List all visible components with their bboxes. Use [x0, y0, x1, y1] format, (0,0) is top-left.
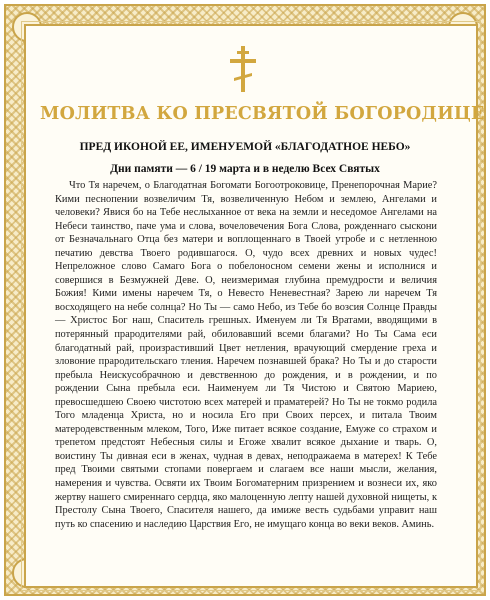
prayer-title: МОЛИТВА КО ПРЕСВЯТОЙ БОГОРОДИЦЕ: [40, 104, 485, 124]
memory-days: Дни памяти — 6 / 19 марта и в неделю Всех Святых: [110, 163, 380, 175]
prayer-subtitle: ПРЕД ИКОНОЙ ЕЕ, ИМЕНУЕМОЙ «БЛАГОДАТНОЕ НЕБО»: [79, 141, 411, 153]
orthodox-cross-icon: [229, 46, 257, 92]
prayer-text: Что Тя наречем, о Благодатная Богомати Богоотроковице, Пренепорочная Марие? Кими песнопении возвеличим Тя, возвеличенную Небом и землею, Ангелами и человеки? Явися бо на Тебе неслыханное от века на земли и неседомое Ангелами на Небеси таинство, паче ума и слова, вочеловечения Бога Слова, рожденнаго сыскони от Безначальнаго Отца без матери и воплощеннаго в Твоей утробе и с нетленною печатию девства Твоего родившагося. О, чудо всех древних и новых чудес! Непреложное слово Самаго Бога о побелоносном семени жены и исполнися и совершися в Безмужней Деве. О, неизмеримая глубина премудрости и величия Божия! Кими имены наречем Тя, о Невесто Неневестная? Зарею ли наречем Тя восходящего на небе солнца? Но Ты — само Небо, из Тебе бо возсия Солнце Правды — Христос Бог наш, Спаситель грешных. Именуем ли Тя Вратами, вводящими в потерянный прародителями рай, обиловавший всеми благами? Но Ты Сама еси благодатный рай, произрастивший Цвет нетления, врачующий смердение греха и зловоние прародительскаго тления. Наречем познавшей брака? Но Ты и до старости пребыла Неискусобрачною и девственною до рождения, и в рождении, и по рождении Сына пребыла еси. Наименуем ли Тя Чистою и Святою Мариею, превосшедшею Своею чистотою всех матерей и праматерей? Но Ты не токмо родила Того младенца Христа, но и носила Его при Своих персех, и питала Твоим матеродевственным млеком, Того, Иже питает всякое создание, Емуже со страхом и трепетом предстоят Небесныя силы и Егоже хвалит всякое дыхание и тварь. О, воистину Ты дивная еси в женах, чудная в девах, неподражаема в матерех! К Тебе пред Твоими святыми стопами повергаем и слагаем все наши мысли, желания, намерения и чувства. Освяти их Твоим Богоматерним призрением и вознеси их, яко жертву нашего смиреннаго сердца, яко малоценную лепту нашей духовной нищеты, к Престолу Сына Твоего, Спасителя нашего, да имиже весть судьбами управит наш путь ко спасению и наследию Царствия Его, не имущаго конца во веки веков. Аминь.: [55, 180, 437, 530]
